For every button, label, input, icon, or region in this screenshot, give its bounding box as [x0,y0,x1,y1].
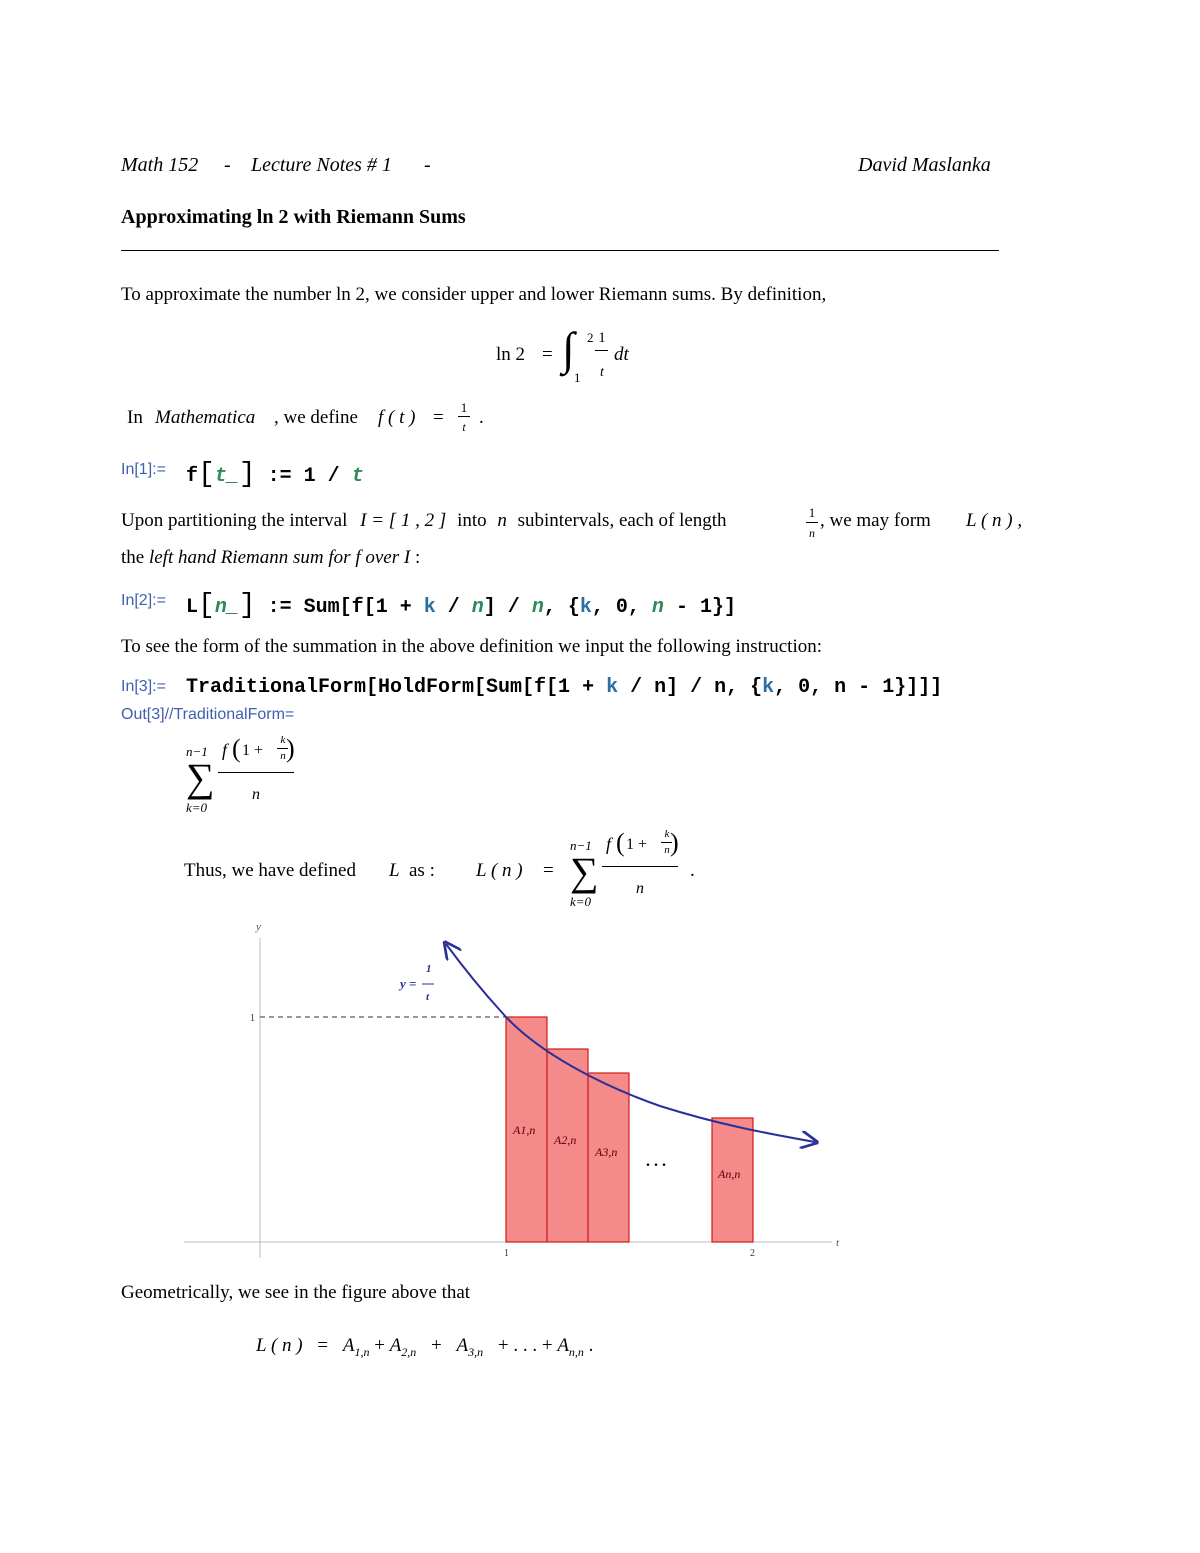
partition-colon: : [414,547,421,568]
thus-sum-f: f [606,834,612,854]
define-num: 1 [460,400,468,415]
final-a1-sub: 1,n [354,1344,370,1359]
code-zero: , 0, [591,596,640,619]
riemann-figure [160,910,860,1270]
partition-form: L ( n ) , [966,510,1023,531]
output-summation [180,730,310,820]
integral-lhs: ln 2 [496,344,526,365]
sum-main-bar [218,772,294,773]
code-close: ] / [483,596,520,619]
final-lhs: L ( n ) [256,1335,303,1356]
integral-equals: = [542,344,553,365]
code-k-2: k [579,596,592,619]
final-plus-2: + [431,1335,442,1356]
header-notes: Lecture Notes # 1 [251,154,392,176]
code-traditional-end: , 0, n - 1}]]] [774,676,943,699]
code-n-2: n [531,596,544,619]
thus-sigma-icon: ∑ [570,849,599,894]
x-axis-label: t [836,1237,840,1249]
define-function: f ( t ) [378,407,416,428]
code-n: n [471,596,484,619]
tick-x2: 2 [750,1248,755,1259]
curve-label-lhs: y = [400,976,417,991]
define-software: Mathematica [155,407,256,428]
tick-y1: 1 [250,1013,255,1024]
sum-den: n [252,786,260,803]
header-separator-2: - [424,154,431,176]
code-n-3: n [651,596,664,619]
code-k: k [423,596,436,619]
see-form-text: To see the form of the summation in the above definition we input the following instruction: [121,636,823,657]
thus-summation [564,824,694,914]
partition-left-sum: left hand Riemann sum for f over I [148,547,411,568]
sum-lower: k=0 [186,800,208,815]
partition-line-1 [121,510,727,532]
code-k-3: k [606,676,619,699]
integral-lower: 1 [574,370,581,385]
code-list-open: , { [543,596,580,619]
thus-text: Thus, we have defined [184,860,356,881]
label-dots: . . . [646,1153,666,1170]
integral-den: t [600,365,604,380]
code-cell-1[interactable]: f[t_] := 1 / t [186,459,364,490]
thus-lhs: L ( n ) [476,860,523,881]
partition-n: n [497,510,507,531]
final-an-sub: n,n [568,1344,584,1359]
code-traditional-head: TraditionalForm[HoldForm[Sum[f[1 + [186,676,595,699]
define-equals: = [433,407,444,428]
sum-upper: n−1 [186,744,208,759]
partition-num: 1 [808,505,816,520]
curve-label-num: 1 [426,963,432,975]
tick-x1: 1 [504,1248,509,1259]
thus-main-bar [602,866,678,867]
thus-den: n [636,880,644,897]
partition-den: n [809,526,815,540]
sigma-icon: ∑ [186,755,215,800]
code-assign: := 1 / [267,465,340,488]
label-an: An,n [718,1167,741,1181]
partition-line-2 [121,547,420,569]
code-k-4: k [762,676,775,699]
output-label-3: Out[3]//TraditionalForm= [121,706,295,723]
integral-num: 1 [598,330,606,346]
final-a3-sub: 3,n [468,1344,484,1359]
partition-text-2: into [457,510,487,531]
final-plus-3: + . . . + [497,1335,553,1356]
input-label-1: In[1]:= [121,461,166,478]
partition-the: the [121,547,145,568]
label-a3: A3,n [595,1145,618,1159]
label-a1: A1,n [513,1123,536,1137]
code-f: f [186,465,199,488]
code-cell-2[interactable]: L[n_] := Sum[f[1 + k / n] / n, {k, 0, n - 1}] [186,590,736,621]
final-a1: A [342,1335,355,1356]
partition-text-1: Upon partitioning the interval [121,510,348,531]
header-course: Math 152 [121,154,199,176]
geometric-text: Geometrically, we see in the figure above that [121,1282,471,1303]
label-a2: A2,n [554,1133,577,1147]
input-label-2: In[2]:= [121,592,166,609]
final-an: A [557,1335,569,1356]
define-text: , we define [274,407,358,428]
define-den: t [462,420,466,434]
final-equals: = [317,1335,329,1356]
code-list-close: - 1}] [675,596,736,619]
sum-one-plus: 1 + [242,742,264,759]
final-plus-1: + [374,1335,385,1356]
partition-interval: I = [ 1 , 2 ] [360,510,447,531]
partition-text-4: , we may form [820,510,931,531]
sum-paren-open: ( [232,734,241,763]
thus-as: as : [409,860,435,881]
integral-frac-bar [595,350,608,351]
sum-paren-close: ) [286,734,295,763]
thus-sum-lower: k=0 [570,894,592,909]
curve-one-over-t [446,944,815,1142]
partition-text-3: subintervals, each of length [517,510,727,531]
code-t: t [351,465,364,488]
code-sum-head: := Sum[f[1 + [267,596,412,619]
partition-frac-bar [806,522,818,523]
final-a2-sub: 2,n [401,1344,417,1359]
code-t-pattern: t_ [214,465,239,488]
code-traditional-mid: / n] / n, { [630,676,763,699]
code-L: L [186,596,199,619]
define-prefix: In [127,407,143,428]
final-end: . [588,1335,594,1356]
integral-dt: dt [614,344,629,365]
intro-text: To approximate the number ln 2, we consider upper and lower Riemann sums. By definition, [121,284,827,305]
thus-paren-open: ( [616,828,625,857]
final-a3: A [456,1335,469,1356]
final-equation [256,1335,593,1360]
header-separator: - [224,154,231,176]
final-a2: A [389,1335,402,1356]
thus-k: k [664,828,670,840]
thus-one-plus: 1 + [626,836,648,853]
y-axis-label: y [256,921,261,933]
integral-upper: 2 [587,330,594,345]
define-end: . [479,407,484,428]
curve-label-den: t [426,991,430,1003]
sum-f: f [222,740,228,760]
input-label-3: In[3]:= [121,678,166,695]
sum-inner-n: n [280,750,286,762]
thus-inner-n: n [664,844,670,856]
thus-end: . [690,860,695,881]
code-cell-3[interactable] [186,676,942,699]
sum-k: k [280,734,286,746]
code-slash: / [447,596,460,619]
thus-paren-close: ) [670,828,679,857]
code-n-pattern: n_ [214,596,239,619]
header-author: David Maslanka [858,154,991,176]
thus-L: L [389,860,400,881]
thus-equals: = [543,860,554,881]
page-title: Approximating ln 2 with Riemann Sums [121,206,466,228]
define-frac-bar [458,416,470,417]
title-rule [121,250,999,251]
thus-sum-upper: n−1 [570,838,592,853]
integral-sign: ∫ [562,323,575,374]
